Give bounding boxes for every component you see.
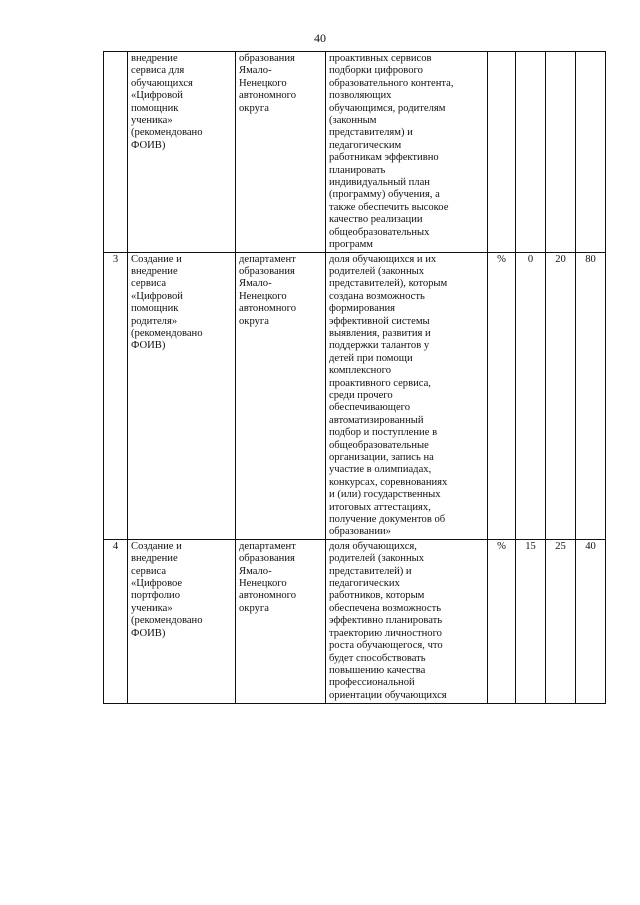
responsible-department-line: Ямало- bbox=[239, 278, 272, 290]
measure-name-line: помощник bbox=[131, 303, 179, 315]
measure-name-line: внедрение bbox=[131, 265, 178, 277]
measure-name-line: ФОИВ) bbox=[131, 139, 166, 151]
responsible-department bbox=[236, 539, 326, 703]
measure-name-line: ученика» bbox=[131, 115, 173, 127]
page-number: 40 bbox=[314, 31, 326, 45]
unit-cell: % bbox=[488, 539, 516, 703]
indicator-description bbox=[326, 52, 488, 253]
value-3: 40 bbox=[576, 539, 606, 703]
indicator-description-line: педагогических bbox=[329, 578, 400, 590]
measure-name-line: (рекомендовано bbox=[131, 615, 203, 627]
measure-name-line: (рекомендовано bbox=[131, 327, 203, 339]
responsible-department-line: округа bbox=[239, 102, 269, 114]
indicator-description-line: эффективной системы bbox=[329, 315, 430, 327]
indicator-description-line: образовательного контента, bbox=[329, 77, 454, 89]
indicator-description-line: участие в олимпиадах, bbox=[329, 464, 432, 476]
table-row bbox=[104, 539, 606, 703]
unit-cell bbox=[488, 52, 516, 253]
responsible-department-line: Ямало- bbox=[239, 565, 272, 577]
value-1 bbox=[516, 52, 546, 253]
indicator-description-line: родителей (законных bbox=[329, 553, 425, 565]
measure-name-line: ученика» bbox=[131, 602, 173, 614]
responsible-department bbox=[236, 252, 326, 539]
indicator-description-line: автоматизированный bbox=[329, 414, 424, 426]
indicator-description-line: обучающимся, родителям bbox=[329, 102, 446, 114]
value-3 bbox=[576, 52, 606, 253]
responsible-department-line: образования bbox=[239, 53, 295, 64]
indicator-description-line: среди прочего bbox=[329, 389, 393, 401]
indicator-description-line: обеспечивающего bbox=[329, 402, 411, 414]
table-row bbox=[104, 52, 606, 253]
measure-name-line: ФОИВ) bbox=[131, 627, 166, 639]
indicator-description-line: конкурсах, соревнованиях bbox=[329, 476, 448, 488]
indicator-description-line: родителей (законных bbox=[329, 265, 425, 277]
indicator-description-line: педагогическим bbox=[329, 139, 402, 151]
indicator-description-line: траекторию личностного bbox=[329, 627, 442, 639]
row-number: 3 bbox=[104, 252, 128, 539]
indicator-description-line: образовании» bbox=[329, 526, 391, 538]
indicator-description-line: представителей) и bbox=[329, 565, 412, 577]
row-number bbox=[104, 52, 128, 253]
indicator-description-line: создана возможность bbox=[329, 290, 425, 302]
indicator-description-line: доля обучающихся и их bbox=[329, 253, 437, 265]
indicator-description-line: ориентации обучающихся bbox=[329, 689, 447, 701]
indicator-description-line: доля обучающихся, bbox=[329, 540, 417, 552]
responsible-department-line: Ненецкого bbox=[239, 77, 287, 89]
indicator-description bbox=[326, 539, 488, 703]
measure-name-line: родителя» bbox=[131, 315, 178, 327]
indicator-description-line: подборки цифрового bbox=[329, 65, 423, 77]
row-number: 4 bbox=[104, 539, 128, 703]
measure-name bbox=[128, 252, 236, 539]
responsible-department-line: департамент bbox=[239, 253, 296, 265]
value-3: 80 bbox=[576, 252, 606, 539]
indicator-description-line: подбор и поступление в bbox=[329, 427, 438, 439]
responsible-department bbox=[236, 52, 326, 253]
measure-name-line: Создание и bbox=[131, 540, 182, 552]
measure-name-line: сервиса bbox=[131, 565, 167, 577]
indicator-description-line: работников, которым bbox=[329, 590, 425, 602]
indicator-description-line: также обеспечить высокое bbox=[329, 201, 449, 213]
responsible-department-line: автономного bbox=[239, 590, 297, 602]
responsible-department-line: Ямало- bbox=[239, 65, 272, 77]
indicator-description-line: профессиональной bbox=[329, 677, 415, 689]
measure-name bbox=[128, 52, 236, 253]
responsible-department-line: образования bbox=[239, 553, 295, 565]
indicator-description-line: будет способствовать bbox=[329, 652, 426, 664]
measure-name-line: сервиса для bbox=[131, 65, 185, 77]
table-row bbox=[104, 252, 606, 539]
indicator-description bbox=[326, 252, 488, 539]
responsible-department-line: автономного bbox=[239, 90, 297, 102]
indicator-description-line: проактивных сервисов bbox=[329, 53, 432, 64]
measure-name-line: обучающихся bbox=[131, 77, 193, 89]
value-2: 20 bbox=[546, 252, 576, 539]
responsible-department-line: образования bbox=[239, 265, 295, 277]
responsible-department-line: Ненецкого bbox=[239, 578, 287, 590]
value-2: 25 bbox=[546, 539, 576, 703]
measure-name-line: ФОИВ) bbox=[131, 340, 166, 352]
unit-cell: % bbox=[488, 252, 516, 539]
indicator-description-line: формирования bbox=[329, 303, 396, 315]
indicator-description-line: комплексного bbox=[329, 365, 391, 377]
indicator-description-line: (законным bbox=[329, 115, 377, 127]
indicator-description-line: получение документов об bbox=[329, 514, 446, 526]
measure-name-line: помощник bbox=[131, 102, 179, 114]
indicator-description-line: и (или) государственных bbox=[329, 489, 441, 501]
indicator-description-line: эффективно планировать bbox=[329, 615, 443, 627]
measure-name-line: «Цифровой bbox=[131, 290, 183, 302]
indicator-description-line: организации, запись на bbox=[329, 452, 434, 463]
measure-name-line: «Цифровой bbox=[131, 90, 183, 102]
measure-name bbox=[128, 539, 236, 703]
indicator-description-line: детей при помощи bbox=[329, 352, 413, 364]
value-2 bbox=[546, 52, 576, 253]
indicator-description-line: общеобразовательные bbox=[329, 439, 429, 451]
indicator-description-line: итоговых аттестациях, bbox=[329, 501, 431, 513]
indicators-table bbox=[103, 51, 606, 704]
indicator-description-line: выявления, развития и bbox=[329, 327, 431, 339]
indicator-description-line: повышению качества bbox=[329, 664, 426, 676]
indicator-description-line: программ bbox=[329, 239, 374, 251]
indicator-description-line: позволяющих bbox=[329, 90, 392, 102]
responsible-department-line: департамент bbox=[239, 540, 296, 552]
indicator-description-line: планировать bbox=[329, 164, 386, 176]
indicator-description-line: обеспечена возможность bbox=[329, 602, 442, 614]
measure-name-line: «Цифровое bbox=[131, 578, 183, 590]
indicator-description-line: (программу) обучения, а bbox=[329, 189, 440, 201]
indicator-description-line: поддержки талантов у bbox=[329, 340, 430, 352]
indicator-description-line: роста обучающегося, что bbox=[329, 640, 443, 652]
indicator-description-line: представителям) и bbox=[329, 127, 413, 139]
indicator-description-line: индивидуальный план bbox=[329, 177, 430, 189]
measure-name-line: сервиса bbox=[131, 278, 167, 290]
measure-name-line: Создание и bbox=[131, 253, 182, 265]
measure-name-line: внедрение bbox=[131, 553, 178, 565]
value-1: 0 bbox=[516, 252, 546, 539]
indicator-description-line: представителей), которым bbox=[329, 278, 448, 290]
indicator-description-line: проактивного сервиса, bbox=[329, 377, 431, 389]
measure-name-line: (рекомендовано bbox=[131, 127, 203, 139]
measure-name-line: внедрение bbox=[131, 53, 178, 64]
responsible-department-line: автономного bbox=[239, 303, 297, 315]
indicator-description-line: общеобразовательных bbox=[329, 226, 430, 238]
responsible-department-line: Ненецкого bbox=[239, 290, 287, 302]
indicator-description-line: работникам эффективно bbox=[329, 152, 439, 164]
responsible-department-line: округа bbox=[239, 315, 269, 327]
measure-name-line: портфолио bbox=[131, 590, 181, 602]
value-1: 15 bbox=[516, 539, 546, 703]
indicator-description-line: качество реализации bbox=[329, 214, 423, 226]
responsible-department-line: округа bbox=[239, 602, 269, 614]
